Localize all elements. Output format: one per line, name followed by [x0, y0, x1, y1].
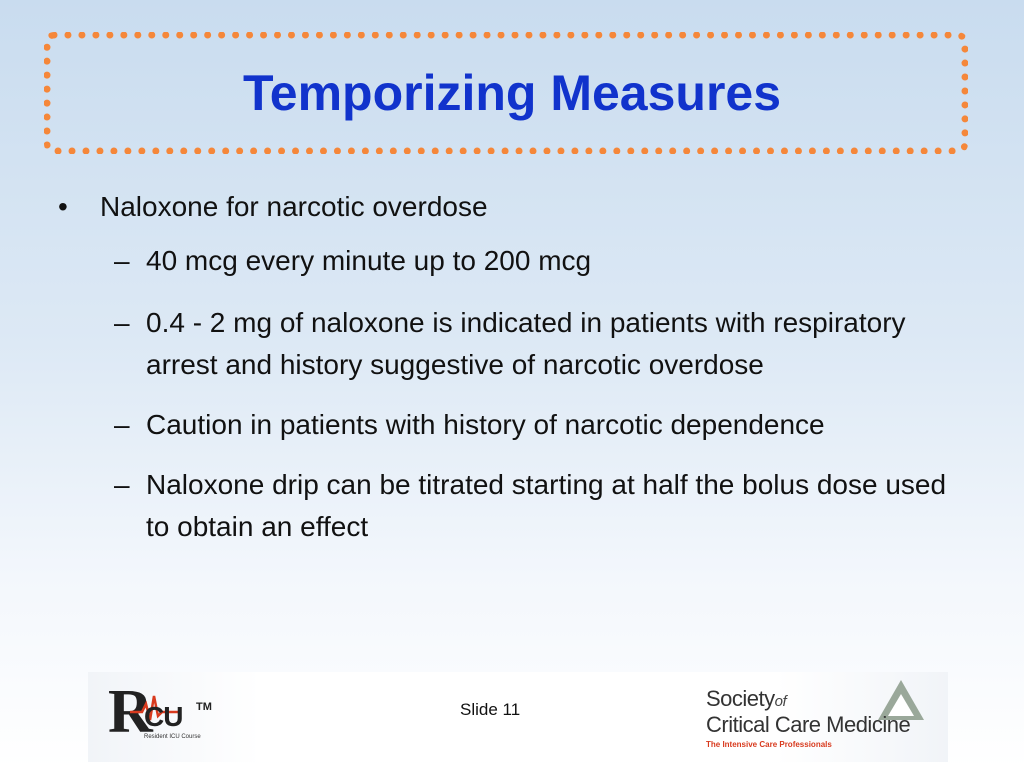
sub-bullet-text: 40 mcg every minute up to 200 mcg: [146, 245, 592, 276]
bullet-icon: •: [58, 191, 68, 222]
sub-bullet-text: Caution in patients with history of narcotic dependence: [146, 409, 825, 440]
bullet-text: Naloxone for narcotic overdose: [100, 191, 488, 222]
rcu-logo-graphic: [108, 678, 228, 748]
sccm-logo: [698, 676, 934, 756]
slide-content: [0, 186, 1024, 548]
tm-mark: TM: [196, 701, 212, 713]
sub-bullet-text: Naloxone drip can be titrated starting at half the bolus dose used to obtain an effect: [146, 469, 947, 542]
rcu-logo: [108, 678, 228, 748]
svg-text:CU: CU: [144, 701, 183, 732]
sub-bullet-item: [0, 240, 1024, 282]
dash-icon: –: [114, 245, 130, 276]
sub-bullet-item: [0, 302, 1024, 386]
sccm-of-word: of: [774, 693, 787, 710]
slide-title: Temporizing Measures: [242, 65, 782, 121]
sub-bullet-text: 0.4 - 2 mg of naloxone is indicated in patients with respiratory arrest and history suggestive of narcotic overdose: [146, 307, 906, 380]
sub-bullet-item: [0, 464, 1024, 548]
bullet-item: [0, 186, 1024, 228]
sccm-society-word: Society: [706, 686, 775, 711]
svg-text:R: R: [108, 678, 153, 746]
dash-icon: –: [114, 469, 130, 500]
sccm-society-text: [706, 686, 786, 712]
slide-number: Slide 11: [460, 700, 521, 719]
dash-icon: –: [114, 409, 130, 440]
sccm-tagline: The Intensive Care Professionals: [706, 740, 832, 749]
rcu-caption: Resident ICU Course: [144, 734, 201, 740]
dash-icon: –: [114, 307, 130, 338]
sccm-name-text: Critical Care Medicine: [706, 712, 911, 737]
sub-bullet-item: [0, 404, 1024, 446]
